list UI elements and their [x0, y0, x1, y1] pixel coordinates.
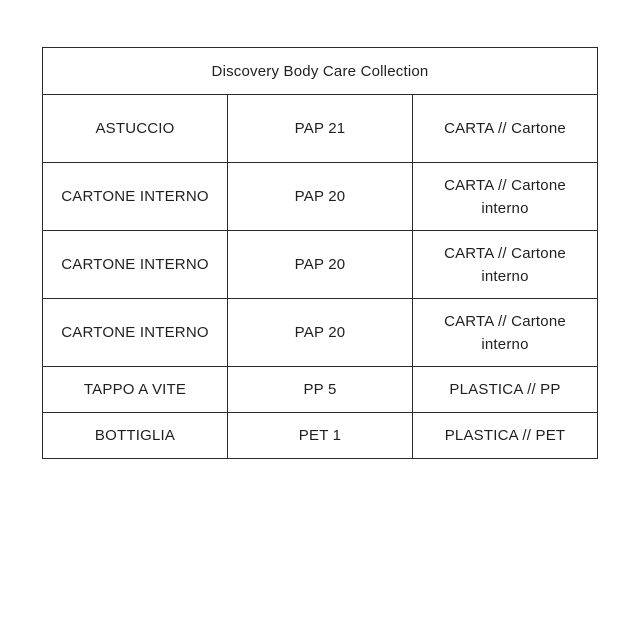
cell-material: CARTA // Cartone interno [413, 163, 598, 231]
cell-code: PAP 20 [228, 163, 413, 231]
cell-material: PLASTICA // PET [413, 413, 598, 459]
cell-code: PAP 21 [228, 95, 413, 163]
cell-component: TAPPO A VITE [43, 367, 228, 413]
table-row [43, 231, 598, 299]
cell-material: CARTA // Cartone [413, 95, 598, 163]
table-title: Discovery Body Care Collection [43, 48, 598, 95]
cell-material: CARTA // Cartone interno [413, 231, 598, 299]
table-title-row [43, 48, 598, 95]
cell-code: PAP 20 [228, 231, 413, 299]
cell-component: ASTUCCIO [43, 95, 228, 163]
cell-component: CARTONE INTERNO [43, 299, 228, 367]
cell-material: CARTA // Cartone interno [413, 299, 598, 367]
cell-component: CARTONE INTERNO [43, 231, 228, 299]
table-row [43, 163, 598, 231]
cell-material: PLASTICA // PP [413, 367, 598, 413]
cell-code: PAP 20 [228, 299, 413, 367]
table-row [43, 413, 598, 459]
table-row [43, 367, 598, 413]
cell-component: BOTTIGLIA [43, 413, 228, 459]
cell-code: PP 5 [228, 367, 413, 413]
table-row [43, 95, 598, 163]
cell-code: PET 1 [228, 413, 413, 459]
packaging-materials-table [42, 47, 598, 459]
cell-component: CARTONE INTERNO [43, 163, 228, 231]
table-row [43, 299, 598, 367]
